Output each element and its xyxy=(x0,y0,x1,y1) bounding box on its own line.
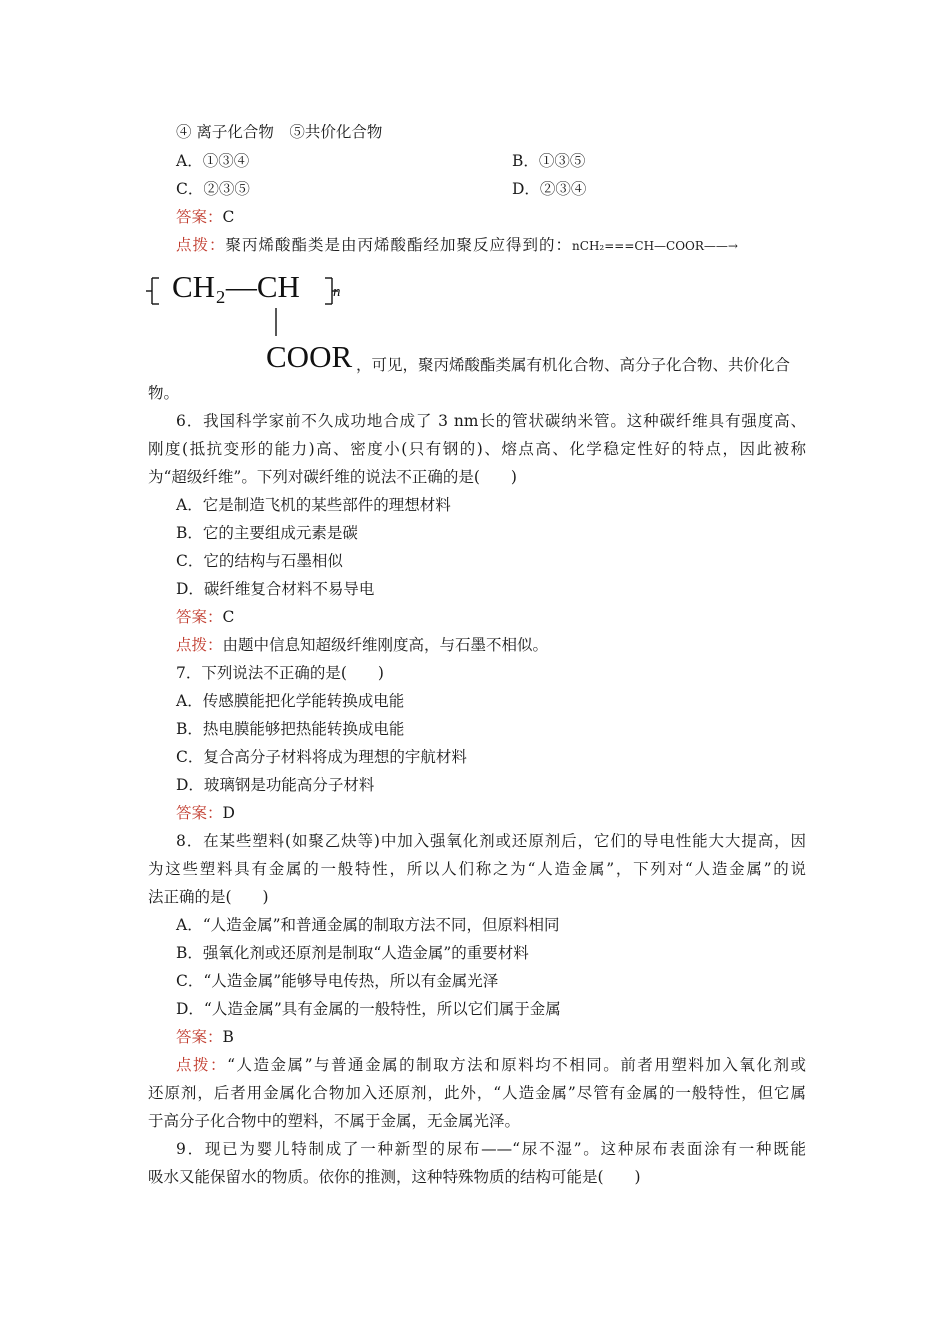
polymer-repeat-n: n xyxy=(333,284,341,300)
answer-value: C xyxy=(222,208,235,226)
answer-value: D xyxy=(222,804,235,822)
hint-label: 点拨： xyxy=(176,236,226,254)
q8-hint-line2: 还原剂，后者用金属化合物加入还原剂，此外，“人造金属”尽管有金属的一般特性，但它属 xyxy=(148,1084,806,1102)
q7-answer xyxy=(176,803,235,823)
reaction-equation: nCH₂===CH—COOR——→ xyxy=(572,239,738,253)
answer-label: 答案： xyxy=(176,1028,223,1046)
q9-stem-line1: 9．现已为婴儿特制成了一种新型的尿布——“尿不湿”。这种尿布表面涂有一种既能 xyxy=(176,1140,806,1158)
q6-hint xyxy=(176,635,548,655)
q6-option-c: C．它的结构与石墨相似 xyxy=(176,552,343,570)
answer-value: B xyxy=(222,1028,234,1046)
q8-option-a: A．“人造金属”和普通金属的制取方法不同，但原料相同 xyxy=(176,916,560,934)
q6-option-b: B．它的主要组成元素是碳 xyxy=(176,524,358,542)
q5-option-c: C．②③⑤ xyxy=(176,180,250,198)
answer-label: 答案： xyxy=(176,208,223,226)
q8-hint-line3: 于高分子化合物中的塑料，不属于金属，无金属光泽。 xyxy=(148,1112,521,1130)
polymer-ester-group: COOR xyxy=(266,339,353,374)
q7-option-d: D．玻璃钢是功能高分子材料 xyxy=(176,776,375,794)
q7-option-a: A．传感膜能把化学能转换成电能 xyxy=(176,692,405,710)
answer-label: 答案： xyxy=(176,608,223,626)
q7-stem: 7．下列说法不正确的是( ) xyxy=(176,664,384,682)
q8-hint-line1 xyxy=(176,1055,806,1075)
q5-option-d: D．②③④ xyxy=(512,180,587,198)
q6-answer xyxy=(176,607,234,627)
q5-hint xyxy=(176,235,738,256)
q5-options-line: ④ 离子化合物 ⑤共价化合物 xyxy=(176,123,383,141)
q6-stem-line2: 刚度(抵抗变形的能力)高、密度小(只有钢的)、熔点高、化学稳定性好的特点，因此被称 xyxy=(148,440,806,458)
hint-label: 点拨： xyxy=(176,1056,228,1074)
q8-option-b: B．强氧化剂或还原剂是制取“人造金属”的重要材料 xyxy=(176,944,529,962)
hint-text: 聚丙烯酸酯类是由丙烯酸酯经加聚反应得到的： xyxy=(225,236,573,254)
q9-stem-line2: 吸水又能保留水的物质。依你的推测，这种特殊物质的结构可能是( ) xyxy=(148,1168,641,1186)
q6-option-d: D．碳纤维复合材料不易导电 xyxy=(176,580,375,598)
q8-stem-line1: 8．在某些塑料(如聚乙炔等)中加入强氧化剂或还原剂后，它们的导电性能大大提高，因 xyxy=(176,832,806,850)
q8-option-c: C．“人造金属”能够导电传热，所以有金属光泽 xyxy=(176,972,499,990)
q5-hint-line2: ，可见，聚丙烯酸酯类属有机化合物、高分子化合物、共价化合 xyxy=(356,356,791,374)
q5-option-a: A．①③④ xyxy=(176,152,250,170)
q8-answer xyxy=(176,1027,234,1047)
q5-hint-line3: 物。 xyxy=(148,384,180,402)
polymer-chain: CH₂—CH xyxy=(172,269,300,304)
q8-stem-line2: 为这些塑料具有金属的一般特性，所以人们称之为“人造金属”，下列对“人造金属”的说 xyxy=(148,860,806,878)
q7-option-b: B．热电膜能够把热能转换成电能 xyxy=(176,720,405,738)
hint-text: “人造金属”与普通金属的制取方法和原料均不相同。前者用塑料加入氧化剂或 xyxy=(227,1056,806,1074)
q5-option-b: B．①③⑤ xyxy=(512,152,586,170)
q8-option-d: D．“人造金属”具有金属的一般特性，所以它们属于金属 xyxy=(176,1000,561,1018)
answer-value: C xyxy=(222,608,235,626)
q6-option-a: A．它是制造飞机的某些部件的理想材料 xyxy=(176,496,451,514)
hint-label: 点拨： xyxy=(176,636,223,654)
hint-text: 由题中信息知超级纤维刚度高，与石墨不相似。 xyxy=(222,636,549,654)
answer-label: 答案： xyxy=(176,804,223,822)
q6-stem-line3: 为“超级纤维”。下列对碳纤维的说法不正确的是( ) xyxy=(148,468,517,486)
q7-option-c: C．复合高分子材料将成为理想的宇航材料 xyxy=(176,748,467,766)
q6-stem-line1: 6．我国科学家前不久成功地合成了 3 nm长的管状碳纳米管。这种碳纤维具有强度高、 xyxy=(176,412,806,430)
q5-answer xyxy=(176,207,234,227)
q8-stem-line3: 法正确的是( ) xyxy=(148,888,269,906)
